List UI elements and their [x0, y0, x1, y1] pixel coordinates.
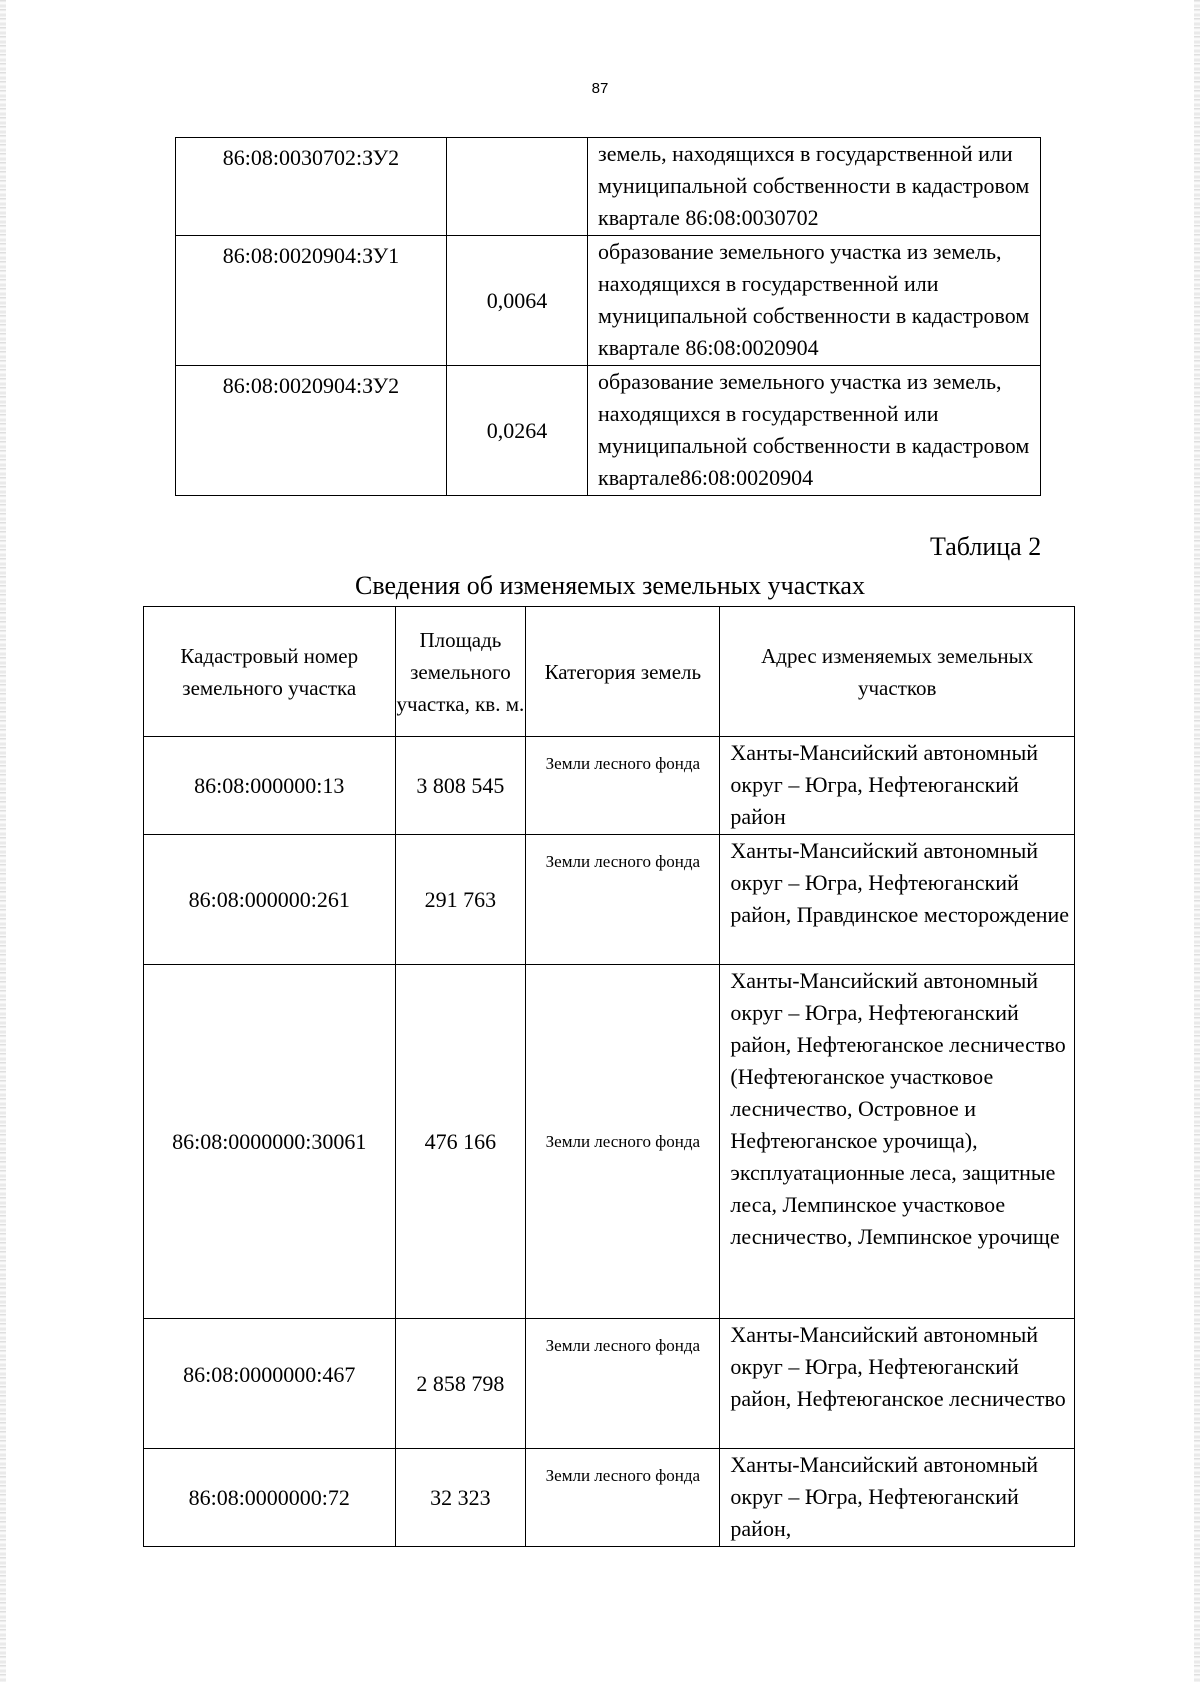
cadastral-number-cell: 86:08:0000000:72 — [144, 1449, 396, 1547]
table-row — [176, 138, 1041, 236]
changed-plots-table — [143, 606, 1075, 1547]
area-cell: 32 323 — [395, 1449, 526, 1547]
cadastral-number-cell: 86:08:0020904:ЗУ1 — [176, 236, 447, 366]
address-cell: Ханты-Мансийский автономный округ – Югра, Нефтеюганский район, — [720, 1449, 1075, 1547]
cadastral-number-cell: 86:08:000000:13 — [144, 737, 396, 835]
category-cell: Земли лесного фонда — [526, 1449, 720, 1547]
scan-edge-right — [1194, 0, 1200, 1682]
category-cell: Земли лесного фонда — [526, 737, 720, 835]
scan-edge-left — [0, 0, 6, 1682]
address-cell: Ханты-Мансийский автономный округ – Югра, Нефтеюганский район — [720, 737, 1075, 835]
page-number: 87 — [591, 80, 609, 97]
area-cell: 476 166 — [395, 965, 526, 1319]
area-cell: 0,0064 — [447, 236, 588, 366]
area-cell: 291 763 — [395, 835, 526, 965]
table-label: Таблица 2 — [930, 532, 1042, 561]
cadastral-number-cell: 86:08:000000:261 — [144, 835, 396, 965]
cadastral-number-cell: 86:08:0000000:467 — [144, 1319, 396, 1449]
category-cell: Земли лесного фонда — [526, 1319, 720, 1449]
table-row — [176, 236, 1041, 366]
area-cell — [447, 138, 588, 236]
address-cell: Ханты-Мансийский автономный округ – Югра, Нефтеюганский район, Нефтеюганское лесничество — [720, 1319, 1075, 1449]
address-cell: Ханты-Мансийский автономный округ – Югра, Нефтеюганский район, Правдинское месторождение — [720, 835, 1075, 965]
description-cell: земель, находящихся в государственной или муниципальной собственности в кадастровом квартале 86:08:0030702 — [588, 138, 1041, 236]
table-row — [144, 1449, 1075, 1547]
description-cell: образование земельного участка из земель, находящихся в государственной или муниципальной собственности в кадастровом квартале 86:08:0020904 — [588, 236, 1041, 366]
category-cell: Земли лесного фонда — [526, 965, 720, 1319]
table-row — [144, 737, 1075, 835]
header-category: Категория земель — [526, 607, 720, 737]
header-row — [144, 607, 1075, 737]
table-row — [144, 965, 1075, 1319]
description-cell: образование земельного участка из земель, находящихся в государственной или муниципальной собственности в кадастровом квартале86:08:0020904 — [588, 366, 1041, 496]
table-row — [144, 835, 1075, 965]
header-address: Адрес изменяемых земельных участков — [720, 607, 1075, 737]
address-cell: Ханты-Мансийский автономный округ – Югра, Нефтеюганский район, Нефтеюганское лесничество (Нефтеюганское участковое лесничество, Островное и Нефтеюганское урочища), эксплуатационные леса, защитные леса, Лемпинское участковое лесничество, Лемпинское урочище — [720, 965, 1075, 1319]
cadastral-number-cell: 86:08:0030702:ЗУ2 — [176, 138, 447, 236]
cadastral-number-cell: 86:08:0020904:ЗУ2 — [176, 366, 447, 496]
header-area: Площадь земельного участка, кв. м. — [395, 607, 526, 737]
table-row — [144, 1319, 1075, 1449]
area-cell: 2 858 798 — [395, 1319, 526, 1449]
table-title: Сведения об изменяемых земельных участках — [355, 571, 865, 600]
continuation-table — [175, 137, 1041, 496]
table-row — [176, 366, 1041, 496]
category-cell: Земли лесного фонда — [526, 835, 720, 965]
header-cadastral-number: Кадастровый номер земельного участка — [144, 607, 396, 737]
cadastral-number-cell: 86:08:0000000:30061 — [144, 965, 396, 1319]
area-cell: 3 808 545 — [395, 737, 526, 835]
area-cell: 0,0264 — [447, 366, 588, 496]
